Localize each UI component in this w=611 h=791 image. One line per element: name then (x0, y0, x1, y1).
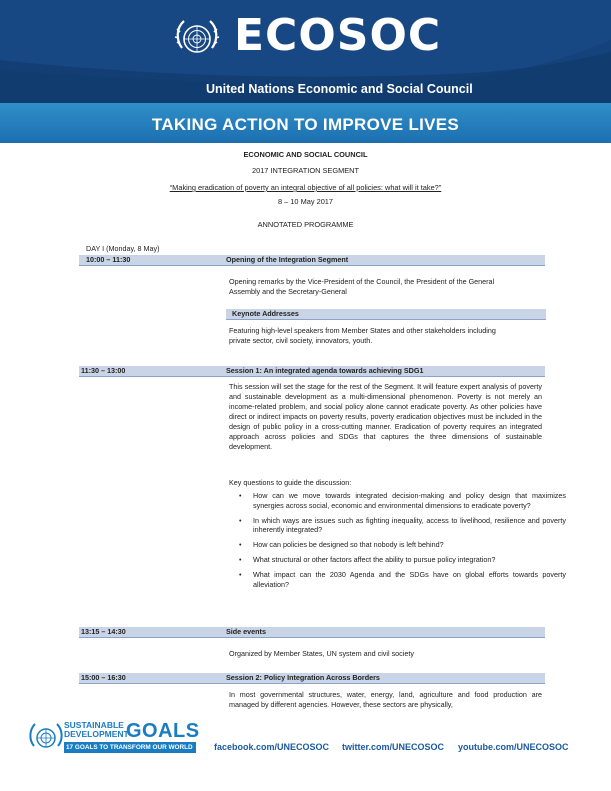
sdg-line: DEVELOPMENT (64, 729, 129, 739)
agenda-row-side-events (79, 627, 545, 638)
row-time: 15:00 – 16:30 (81, 673, 126, 682)
opening-remarks-line: Assembly and the Secretary-General (229, 287, 347, 296)
theme-title: “Making eradication of poverty an integral objective of all policies: what will it take?” (169, 183, 442, 192)
question-text: In which ways are issues such as fighting inequality, access to livelihood, resilience and poverty inherently integrated? (253, 515, 566, 535)
segment-title: 2017 INTEGRATION SEGMENT (251, 166, 360, 175)
list-item (239, 540, 566, 550)
un-emblem-icon (172, 14, 222, 64)
agenda-row-session-2 (79, 673, 545, 684)
keynote-line: Featuring high-level speakers from Member States and other stakeholders including (229, 326, 496, 335)
header-banner (0, 0, 611, 103)
youtube-link[interactable]: youtube.com/UNECOSOC (458, 742, 569, 752)
sdg-wordmark (64, 721, 129, 739)
question-text: What impact can the 2030 Agenda and the SDGs have on global efforts towards poverty alleviation? (253, 569, 566, 589)
day-heading: DAY I (Monday, 8 May) (86, 244, 160, 253)
header-subtitle: United Nations Economic and Social Council (206, 82, 473, 96)
dates: 8 – 10 May 2017 (277, 197, 334, 206)
row-title: Session 2: Policy Integration Across Borders (226, 673, 380, 682)
opening-remarks-line: Opening remarks by the Vice-President of the Council, the President of the General (229, 277, 495, 286)
side-events-description: Organized by Member States, UN system and civil society (229, 649, 414, 658)
bullet: • (239, 491, 242, 500)
bullet: • (239, 554, 242, 564)
keynote-subheader (226, 309, 546, 320)
list-item (239, 569, 566, 590)
question-text: How can policies be designed so that nobody is left behind? (253, 540, 444, 550)
agenda-row-opening (79, 255, 545, 266)
list-item (239, 491, 566, 511)
programme-title: ANNOTATED PROGRAMME (257, 220, 354, 229)
row-title: Session 1: An integrated agenda towards achieving SDG1 (226, 366, 424, 375)
keynote-label: Keynote Addresses (232, 309, 299, 318)
row-time: 13:15 – 14:30 (81, 627, 126, 636)
questions-list (229, 491, 566, 594)
row-time: 11:30 – 13:00 (81, 366, 126, 375)
facebook-link[interactable]: facebook.com/UNECOSOC (214, 742, 330, 752)
tagline: TAKING ACTION TO IMPROVE LIVES (151, 115, 460, 134)
session-2-description: In most governmental structures, water, energy, land, agriculture and food production are managed by different agencies. However, these sectors are physically, (229, 690, 542, 709)
bullet: • (239, 515, 242, 525)
row-title: Side events (226, 627, 266, 636)
bullet: • (239, 569, 242, 579)
row-title: Opening of the Integration Segment (226, 255, 349, 264)
sdg-emblem-icon (26, 718, 66, 758)
question-text: How can we move towards integrated decision-making and policy design that maximizes synergies across social, economic and environmental dimensions to eradicate poverty? (253, 491, 566, 510)
row-time: 10:00 – 11:30 (86, 255, 131, 264)
twitter-link[interactable]: twitter.com/UNECOSOC (342, 742, 445, 752)
sdg-goals-word: GOALS (126, 720, 200, 742)
sdg-strip: 17 GOALS TO TRANSFORM OUR WORLD (64, 742, 196, 753)
list-item (239, 515, 566, 536)
brand-title: ECOSOC (234, 10, 442, 61)
keynote-description (229, 326, 542, 346)
sdg-line: SUSTAINABLE (64, 720, 124, 730)
bullet: • (239, 540, 242, 550)
opening-remarks (229, 277, 542, 297)
question-text: What structural or other factors affect the ability to pursue policy integration? (253, 554, 496, 564)
questions-intro: Key questions to guide the discussion: (229, 478, 352, 487)
keynote-line: private sector, civil society, innovators, youth. (229, 336, 373, 345)
session-1-description: This session will set the stage for the rest of the Segment. It will feature expert analysis of poverty and sustainable development as a multi-dimensional phenomenon. Poverty is not merely an income-related problem, and social policy alone cannot eradicate poverty. As other policies have direct or indirect impacts on poverty results, poverty eradication objectives must be included in the design of public policy in a cross-cutting manner. Eradication of poverty requires an integrated approach across policies and SDGs that captures the three dimensions of sustainable development. (229, 382, 542, 451)
list-item (239, 554, 566, 565)
council-title: ECONOMIC AND SOCIAL COUNCIL (243, 150, 368, 159)
agenda-row-session-1 (79, 366, 545, 377)
